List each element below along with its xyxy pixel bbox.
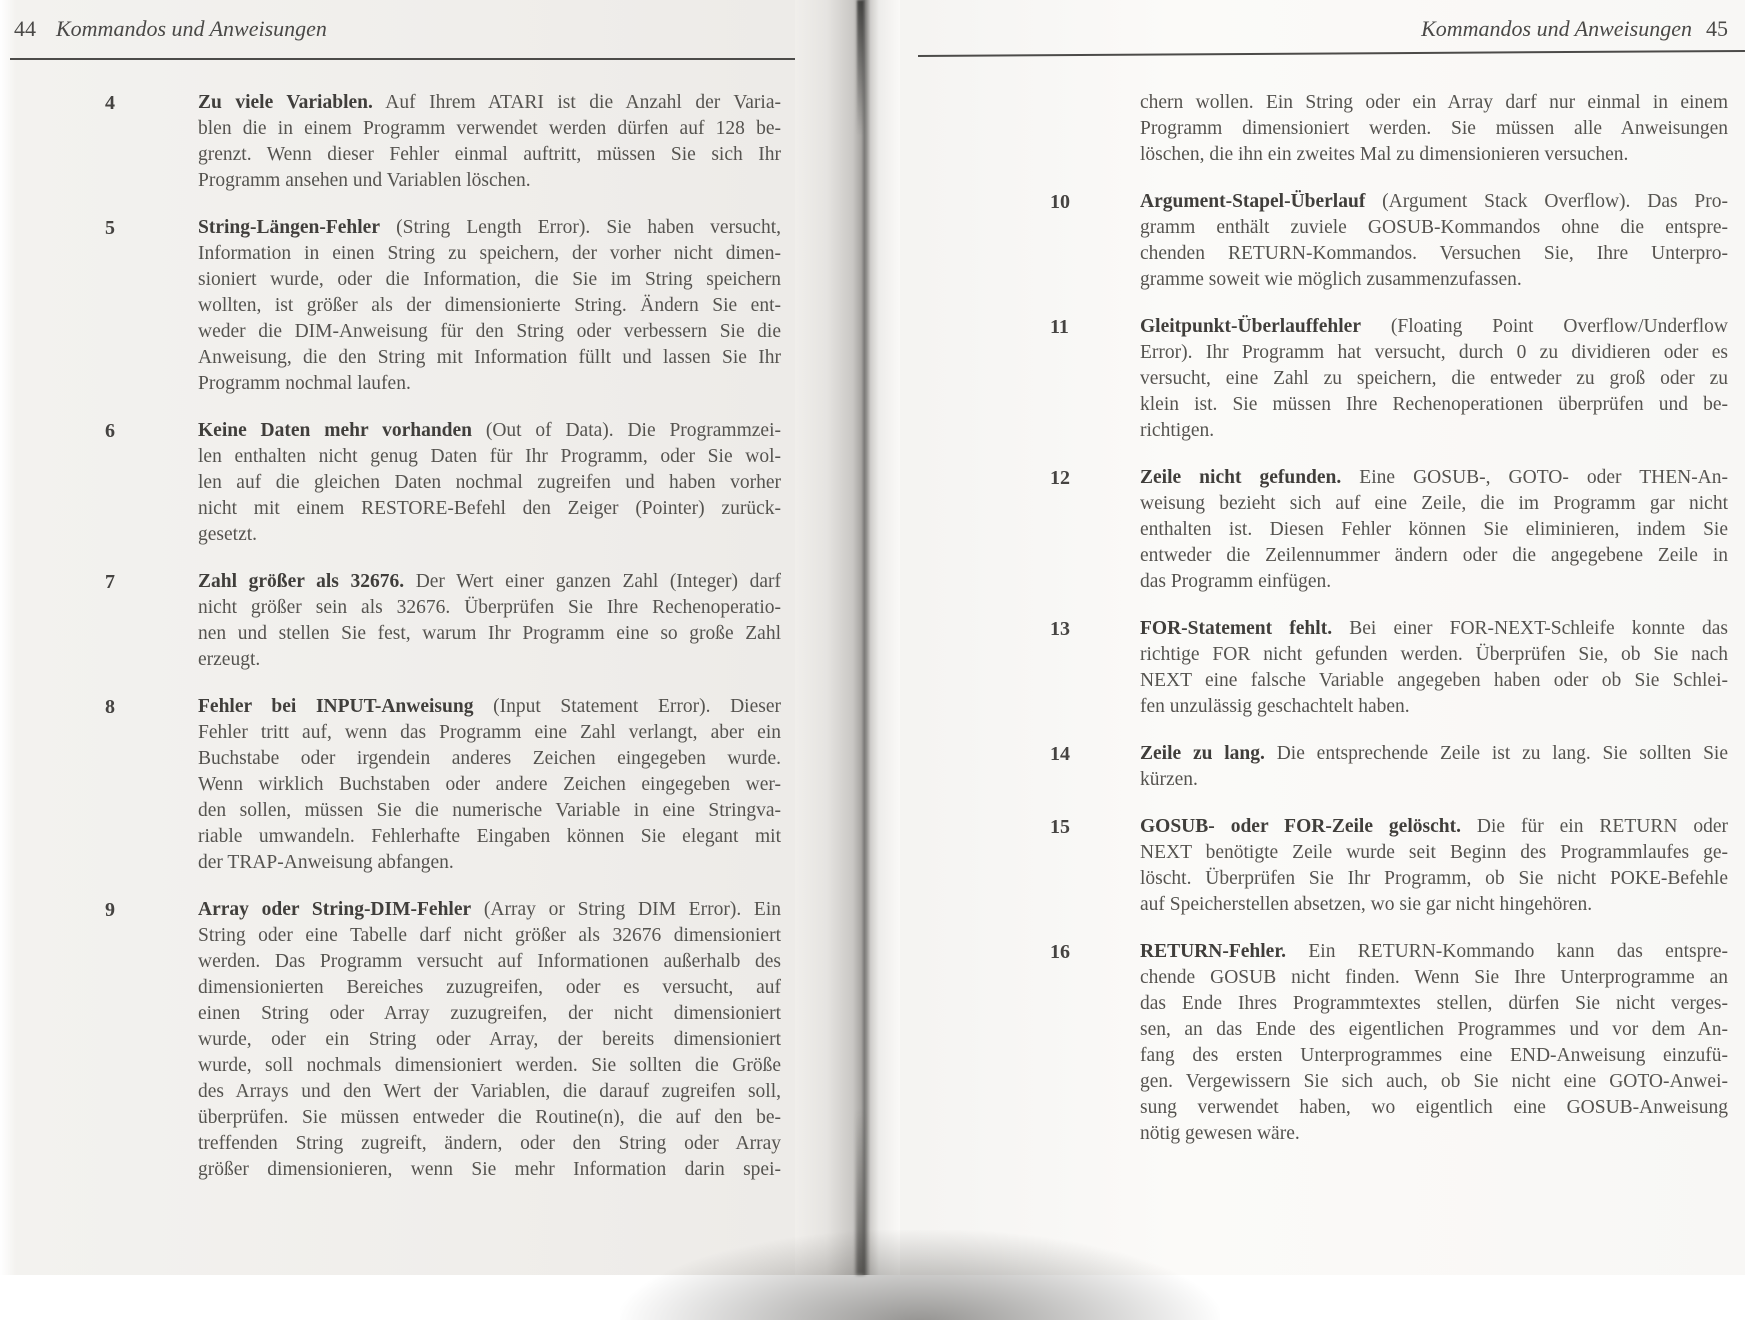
text-line: kürzen. bbox=[1140, 769, 1198, 790]
error-text bbox=[1140, 939, 1728, 1147]
text-line: auf Speicherstellen absetzen, wo sie gar nicht hingehören. bbox=[1140, 894, 1593, 915]
error-text bbox=[198, 897, 781, 1183]
text-line: Zahl größer als 32676. Der Wert einer ganzen Zahl (Integer) darf bbox=[198, 571, 781, 592]
text-line: wurde, soll nochmals dimensioniert werden. Sie sollten die Größe bbox=[198, 1055, 781, 1076]
text-line: klein ist. Sie müssen Ihre Rechenoperationen überprüfen und be- bbox=[1140, 394, 1728, 415]
text-line: len auf die gleichen Daten nochmal zugreifen und haben vorher bbox=[198, 472, 781, 493]
text-line: versucht, eine Zahl zu speichern, die entweder zu groß oder zu bbox=[1140, 368, 1728, 389]
error-title: GOSUB- oder FOR-Zeile gelöscht. bbox=[1140, 816, 1461, 837]
text-line: gramm enthält zuviele GOSUB-Kommandos ohne die entspre- bbox=[1140, 217, 1728, 238]
text-line: Fehler bei INPUT-Anweisung (Input Statement Error). Dieser bbox=[198, 696, 781, 717]
text-line: löscht. Überprüfen Sie Ihr Programm, ob Sie nicht POKE-Befehle bbox=[1140, 868, 1728, 889]
text-line: nen und stellen Sie fest, warum Ihr Programm eine so große Zahl bbox=[198, 623, 781, 644]
text-line: weder die DIM-Anweisung für den String oder verbessern Sie die bbox=[198, 321, 781, 342]
error-text bbox=[198, 418, 781, 548]
page-bottom-shadow bbox=[620, 1230, 1220, 1320]
text-line: gramme soweit wie möglich zusammenzufassen. bbox=[1140, 269, 1522, 290]
text-line: FOR-Statement fehlt. Bei einer FOR-NEXT-Schleife konnte das bbox=[1140, 618, 1728, 639]
error-title: Zahl größer als 32676. bbox=[198, 571, 405, 592]
text-line: String oder eine Tabelle darf nicht größer als 32676 dimensioniert bbox=[198, 925, 781, 946]
error-number: 14 bbox=[1050, 743, 1070, 765]
text-line: Anweisung, die den String mit Information füllt und lassen Sie Ihr bbox=[198, 347, 781, 368]
error-text bbox=[1140, 741, 1728, 793]
error-item bbox=[1050, 189, 1730, 293]
error-number: 6 bbox=[105, 420, 115, 442]
text-line: überprüfen. Sie müssen entweder die Routine(n), die auf den be- bbox=[198, 1107, 781, 1128]
page-number-left: 44 bbox=[14, 16, 36, 41]
error-item bbox=[105, 569, 783, 673]
error-number: 12 bbox=[1050, 467, 1070, 489]
error-title: Keine Daten mehr vorhanden bbox=[198, 420, 473, 441]
error-number: 15 bbox=[1050, 816, 1070, 838]
header-rule-left bbox=[10, 58, 797, 60]
error-text bbox=[1140, 314, 1728, 444]
text-line: den sollen, müssen Sie die numerische Variable in eine Stringva- bbox=[198, 800, 781, 821]
error-text bbox=[1140, 616, 1728, 720]
text-line: sen, an das Ende des eigentlichen Programmes und vor dem An- bbox=[1140, 1019, 1728, 1040]
text-line: GOSUB- oder FOR-Zeile gelöscht. Die für ein RETURN oder bbox=[1140, 816, 1728, 837]
text-line: Information in einen String zu speichern, der vorher nicht dimen- bbox=[198, 243, 781, 264]
error-number: 4 bbox=[105, 92, 115, 114]
text-line: Programm ansehen und Variablen löschen. bbox=[198, 170, 531, 191]
running-header-left bbox=[14, 16, 327, 42]
text-line: gesetzt. bbox=[198, 524, 258, 545]
text-line: richtige FOR nicht gefunden werden. Überprüfen Sie, ob Sie nach bbox=[1140, 644, 1728, 665]
book-gutter bbox=[795, 0, 900, 1275]
error-number: 5 bbox=[105, 217, 115, 239]
text-line: fen unzulässig geschachtelt haben. bbox=[1140, 696, 1410, 717]
running-title-right: Kommandos und Anweisungen bbox=[1421, 16, 1692, 41]
error-item bbox=[1050, 616, 1730, 720]
error-item bbox=[1050, 90, 1730, 168]
text-line: nicht größer sein als 32676. Überprüfen Sie Ihre Rechenoperatio- bbox=[198, 597, 781, 618]
text-line: sung verwendet haben, wo eigentlich eine GOSUB-Anweisung bbox=[1140, 1097, 1728, 1118]
error-list-left bbox=[105, 90, 783, 1204]
text-line: gen. Vergewissern Sie sich auch, ob Sie nicht eine GOTO-Anwei- bbox=[1140, 1071, 1728, 1092]
error-item bbox=[1050, 939, 1730, 1147]
text-line: chenden RETURN-Kommandos. Versuchen Sie, Ihre Unterpro- bbox=[1140, 243, 1728, 264]
text-line: RETURN-Fehler. Ein RETURN-Kommando kann das entspre- bbox=[1140, 941, 1728, 962]
text-line: größer dimensionieren, wenn Sie mehr Information darin spei- bbox=[198, 1159, 781, 1180]
text-line: String-Längen-Fehler (String Length Error). Sie haben versucht, bbox=[198, 217, 781, 238]
text-line: Buchstabe oder irgendein anderes Zeichen eingegeben wurde. bbox=[198, 748, 781, 769]
text-line: wollten, ist größer als der dimensionierte String. Ändern Sie ent- bbox=[198, 295, 781, 316]
text-line: enthalten ist. Diesen Fehler können Sie eliminieren, indem Sie bbox=[1140, 519, 1728, 540]
text-line: chern wollen. Ein String oder ein Array darf nur einmal in einem bbox=[1140, 92, 1728, 113]
text-line: Argument-Stapel-Überlauf (Argument Stack Overflow). Das Pro- bbox=[1140, 191, 1728, 212]
text-line: chende GOSUB nicht finden. Wenn Sie Ihre Unterprogramme an bbox=[1140, 967, 1728, 988]
text-line: Fehler tritt auf, wenn das Programm eine Zahl verlangt, aber ein bbox=[198, 722, 781, 743]
text-line: Programm nochmal laufen. bbox=[198, 373, 411, 394]
text-line: len enthalten nicht genug Daten für Ihr Programm, oder Sie wol- bbox=[198, 446, 781, 467]
text-line: des Arrays und den Wert der Variablen, die darauf zugreifen soll, bbox=[198, 1081, 781, 1102]
error-text bbox=[1140, 465, 1728, 595]
text-line: das Programm einfügen. bbox=[1140, 571, 1332, 592]
error-title: Zeile nicht gefunden. bbox=[1140, 467, 1342, 488]
running-title-left: Kommandos und Anweisungen bbox=[56, 16, 327, 41]
text-line: werden. Das Programm versucht auf Informationen außerhalb des bbox=[198, 951, 781, 972]
text-line: einen String oder Array zuzugreifen, der nicht dimensioniert bbox=[198, 1003, 781, 1024]
error-item bbox=[105, 215, 783, 397]
text-line: Error). Ihr Programm hat versucht, durch 0 zu dividieren oder es bbox=[1140, 342, 1728, 363]
error-item bbox=[1050, 314, 1730, 444]
text-line: weisung bezieht sich auf eine Zeile, die im Programm gar nicht bbox=[1140, 493, 1728, 514]
error-item bbox=[105, 90, 783, 194]
error-title: Array oder String-DIM-Fehler bbox=[198, 899, 472, 920]
error-title: Zeile zu lang. bbox=[1140, 743, 1265, 764]
text-line: sioniert wurde, oder die Information, die Sie im String speichern bbox=[198, 269, 781, 290]
error-item bbox=[1050, 741, 1730, 793]
error-title: Gleitpunkt-Überlauffehler bbox=[1140, 316, 1361, 337]
error-title: Fehler bei INPUT-Anweisung bbox=[198, 696, 474, 717]
text-line: Wenn wirklich Buchstaben oder andere Zeichen eingegeben wer- bbox=[198, 774, 781, 795]
text-line: Programm dimensioniert werden. Sie müssen alle Anweisungen bbox=[1140, 118, 1728, 139]
text-line: Zu viele Variablen. Auf Ihrem ATARI ist die Anzahl der Varia- bbox=[198, 92, 781, 113]
error-list-right bbox=[1050, 90, 1730, 1168]
text-line: Array oder String-DIM-Fehler (Array or String DIM Error). Ein bbox=[198, 899, 782, 920]
page-left bbox=[0, 0, 870, 1275]
error-number: 11 bbox=[1050, 316, 1069, 338]
error-text bbox=[1140, 814, 1728, 918]
error-text bbox=[1140, 189, 1728, 293]
error-number bbox=[1050, 90, 1140, 168]
text-line: Keine Daten mehr vorhanden (Out of Data). Die Programmzei- bbox=[198, 420, 781, 441]
text-line: das Ende Ihres Programmtextes stellen, dürfen Sie nicht verges- bbox=[1140, 993, 1728, 1014]
error-number: 10 bbox=[1050, 191, 1070, 213]
error-text bbox=[198, 90, 781, 194]
text-line: nötig gewesen wäre. bbox=[1140, 1123, 1300, 1144]
error-item bbox=[1050, 465, 1730, 595]
text-line: dimensionierten Bereiches zuzugreifen, oder es versucht, auf bbox=[198, 977, 781, 998]
error-text bbox=[1140, 90, 1728, 168]
text-line: fang des ersten Unterprogrammes eine END-Anweisung einzufü- bbox=[1140, 1045, 1728, 1066]
gutter-top-shadow bbox=[857, 0, 864, 135]
text-line: NEXT benötigte Zeile wurde seit Beginn des Programmlaufes ge- bbox=[1140, 842, 1728, 863]
error-item bbox=[105, 418, 783, 548]
text-line: riable umwandeln. Fehlerhafte Eingaben können Sie elegant mit bbox=[198, 826, 781, 847]
text-line: entweder die Zeilennummer ändern oder die angegebene Zeile in bbox=[1140, 545, 1728, 566]
text-line: der TRAP-Anweisung abfangen. bbox=[198, 852, 454, 873]
text-line: NEXT eine falsche Variable angegeben haben oder ob Sie Schlei- bbox=[1140, 670, 1728, 691]
text-line: Zeile zu lang. Die entsprechende Zeile ist zu lang. Sie sollten Sie bbox=[1140, 743, 1728, 764]
error-item bbox=[105, 694, 783, 876]
error-text bbox=[198, 569, 781, 673]
error-item bbox=[105, 897, 783, 1183]
text-line: löschen, die ihn ein zweites Mal zu dimensionieren versuchen. bbox=[1140, 144, 1629, 165]
text-line: erzeugt. bbox=[198, 649, 261, 670]
error-title: Zu viele Variablen. bbox=[198, 92, 373, 113]
error-number: 7 bbox=[105, 571, 115, 593]
text-line: Zeile nicht gefunden. Eine GOSUB-, GOTO- oder THEN-An- bbox=[1140, 467, 1729, 488]
error-title: String-Längen-Fehler bbox=[198, 217, 380, 238]
text-line: grenzt. Wenn dieser Fehler einmal auftritt, müssen Sie sich Ihr bbox=[198, 144, 781, 165]
text-line: wurde, oder ein String oder Array, der bereits dimensioniert bbox=[198, 1029, 781, 1050]
running-header-right bbox=[1421, 16, 1728, 42]
error-text bbox=[198, 215, 781, 397]
error-item bbox=[1050, 814, 1730, 918]
text-line: nicht mit einem RESTORE-Befehl den Zeiger (Pointer) zurück- bbox=[198, 498, 781, 519]
error-title: FOR-Statement fehlt. bbox=[1140, 618, 1333, 639]
text-line: richtigen. bbox=[1140, 420, 1215, 441]
error-title: Argument-Stapel-Überlauf bbox=[1140, 191, 1366, 212]
error-number: 16 bbox=[1050, 941, 1070, 963]
text-line: Gleitpunkt-Überlauffehler (Floating Point Overflow/Underflow bbox=[1140, 316, 1728, 337]
error-number: 8 bbox=[105, 696, 115, 718]
page-number-right: 45 bbox=[1706, 16, 1728, 41]
text-line: blen die in einem Programm verwendet werden dürfen auf 128 be- bbox=[198, 118, 781, 139]
text-line: treffenden String zugreift, ändern, oder den String oder Array bbox=[198, 1133, 781, 1154]
error-text bbox=[198, 694, 781, 876]
error-title: RETURN-Fehler. bbox=[1140, 941, 1287, 962]
error-number: 13 bbox=[1050, 618, 1070, 640]
error-number: 9 bbox=[105, 899, 115, 921]
